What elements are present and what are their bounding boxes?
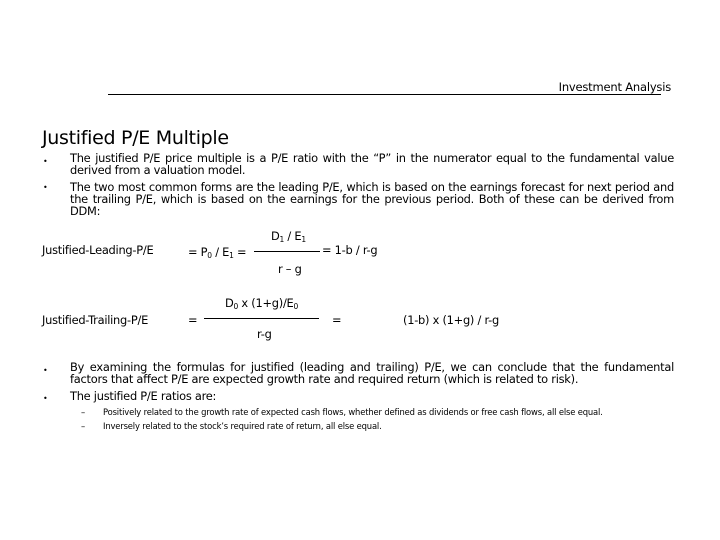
leading-pe-result: = 1-b / r-g <box>322 243 378 257</box>
trailing-pe-eq2: = <box>332 313 342 327</box>
leading-pe-lhs: = $P_0 / E_1$ = <box>188 245 247 260</box>
leading-pe-denominator: r – g <box>278 262 302 276</box>
sub-bullet-dash: – <box>81 407 86 417</box>
header-title: Investment Analysis <box>558 80 671 94</box>
bullet-text: The two most common forms are the leading P/E, which is based on the earnings forecast for next period and the trailing P/E, which is based on the earnings for the previous period. Both of these can be derived from DDM: <box>70 180 674 218</box>
sub-bullet-text: Inversely related to the stock’s required rate of return, all else equal. <box>103 421 382 431</box>
sub-bullet-text: Positively related to the growth rate of expected cash flows, whether defined as dividends or free cash flows, all else equal. <box>103 407 603 417</box>
bullet-dot: • <box>43 394 48 403</box>
trailing-pe-denominator: r-g <box>257 327 272 341</box>
leading-pe-label: Justified-Leading-P/E <box>42 243 154 257</box>
bullet-text: By examining the formulas for justified (leading and trailing) P/E, we can conclude that the fundamental factors that affect P/E are expected growth rate and required return (which is related to risk). <box>70 360 674 386</box>
bullet-dot: • <box>43 183 48 192</box>
bullet-dot: • <box>43 157 48 166</box>
leading-pe-numerator: $D_1 / E_1$ <box>271 229 306 244</box>
leading-pe-fraction-line <box>254 251 320 252</box>
sub-bullet-dash: – <box>81 421 86 431</box>
bullet-text: The justified P/E price multiple is a P/E ratio with the “P” in the numerator equal to the fundamental value derived from a valuation model. <box>70 151 674 177</box>
bullet-dot: • <box>43 366 48 375</box>
trailing-pe-label: Justified-Trailing-P/E <box>42 313 149 327</box>
trailing-pe-eq: = <box>188 313 198 327</box>
bullet-text: The justified P/E ratios are: <box>70 389 217 403</box>
trailing-pe-result: (1-b) x (1+g) / r-g <box>403 313 499 327</box>
header-rule <box>108 94 661 95</box>
trailing-pe-numerator: $D_0$ x $(1+g)/E_0$ <box>225 296 299 311</box>
slide-title: Justified P/E Multiple <box>42 127 229 149</box>
trailing-pe-fraction-line <box>204 318 319 319</box>
